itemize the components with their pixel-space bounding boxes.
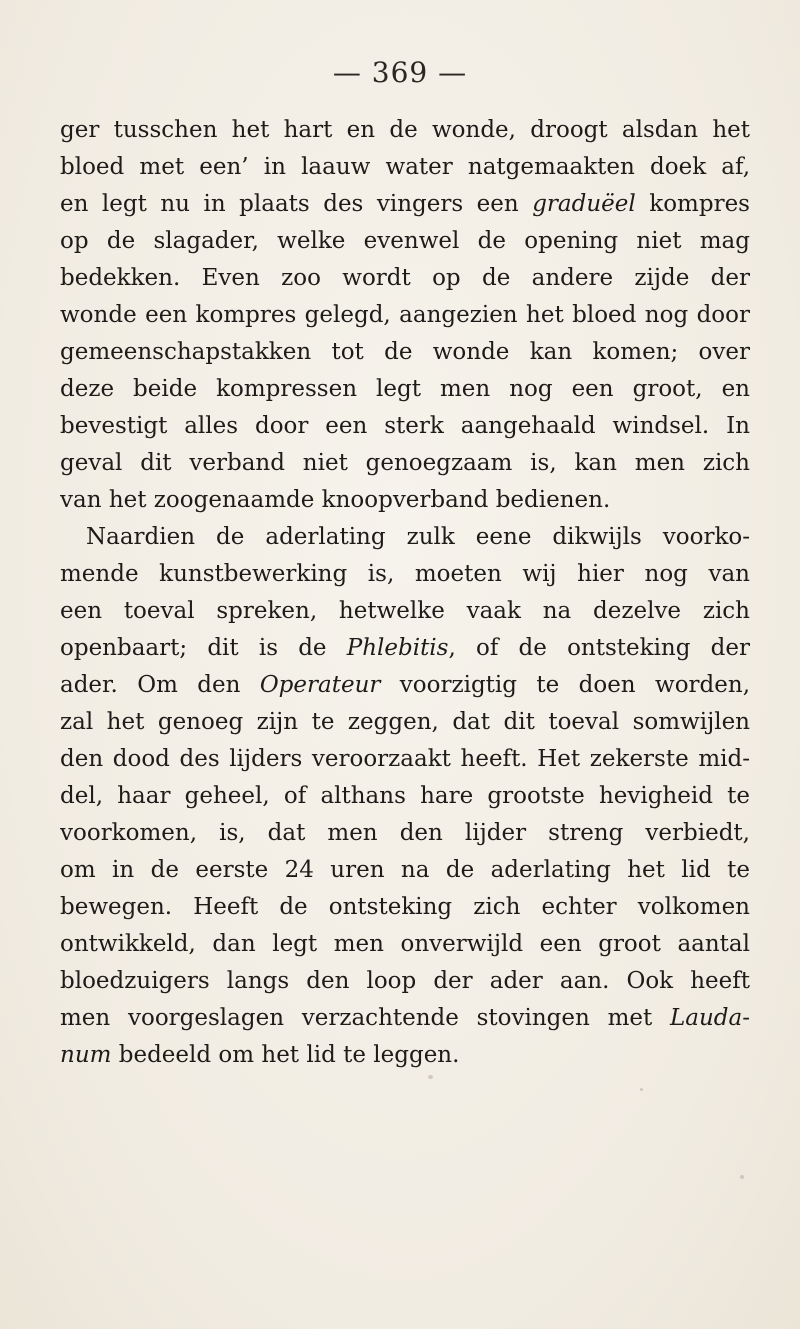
text-segment: deze beide kompressen legt men nog een groot, en (60, 376, 750, 402)
text-segment: van het zoogenaamde knoopverband bedienen. (60, 487, 611, 513)
text-segment: bevestigt alles door een sterk aangehaald windsel. In (60, 413, 750, 439)
text-segment: ader. Om den (60, 672, 260, 698)
text-line (60, 223, 750, 260)
paper-speck (740, 1175, 744, 1179)
text-segment: voorzigtig te doen worden, (380, 672, 750, 698)
text-line (60, 778, 750, 815)
text-segment: men voorgeslagen verzachtende stovingen met (60, 1005, 670, 1031)
text-segment: een toeval spreken, hetwelke vaak na dezelve zich (60, 598, 750, 624)
text-segment: kompres (635, 191, 750, 217)
text-segment: openbaart; dit is de (60, 635, 347, 661)
text-segment: del, haar geheel, of althans hare grootste hevigheid te (60, 783, 750, 809)
text-segment: ontwikkeld, dan legt men onverwijld een groot aantal (60, 931, 750, 957)
text-segment: den dood des lijders veroorzaakt heeft. Het zekerste mid- (60, 746, 750, 772)
text-line (60, 519, 750, 556)
text-segment: zal het genoeg zijn te zeggen, dat dit toeval somwijlen (60, 709, 750, 735)
paper-speck (428, 1075, 433, 1079)
text-line (60, 1000, 750, 1037)
text-segment: om in de eerste 24 uren na de aderlating het lid te (60, 857, 750, 883)
text-line (60, 334, 750, 371)
text-segment: bloed met een’ in laauw water natgemaakten doek af, (60, 154, 750, 180)
page-number: — 369 — (332, 56, 468, 89)
text-segment: op de slagader, welke evenwel de opening niet mag (60, 228, 750, 254)
text-line (60, 556, 750, 593)
italic-term: num (60, 1042, 112, 1068)
italic-term: graduëel (532, 191, 636, 217)
text-segment: Naardien de aderlating zulk eene dikwijls voorko- (86, 524, 750, 550)
text-segment: , of de ontsteking der (448, 635, 750, 661)
italic-term: Operateur (259, 672, 381, 698)
text-line (60, 482, 750, 519)
text-segment: gemeenschapstakken tot de wonde kan komen; over (60, 339, 750, 365)
italic-term: Phlebitis (346, 635, 449, 661)
text-line (60, 260, 750, 297)
italic-term: Lauda- (669, 1005, 750, 1031)
text-line (60, 186, 750, 223)
text-segment: bloedzuigers langs den loop der ader aan. Ook heeft (60, 968, 750, 994)
text-segment: mende kunstbewerking is, moeten wij hier nog van (60, 561, 750, 587)
text-line (60, 667, 750, 704)
text-segment: bewegen. Heeft de ontsteking zich echter volkomen (60, 894, 750, 920)
text-line (60, 704, 750, 741)
text-segment: ger tusschen het hart en de wonde, droogt alsdan het (60, 117, 750, 143)
text-segment: geval dit verband niet genoegzaam is, kan men zich (60, 450, 750, 476)
text-segment: voorkomen, is, dat men den lijder streng verbiedt, (60, 820, 750, 846)
text-segment: bedeeld om het lid te leggen. (111, 1042, 460, 1068)
text-line (60, 963, 750, 1000)
text-line (60, 112, 750, 149)
text-line (60, 889, 750, 926)
text-segment: en legt nu in plaats des vingers een (60, 191, 533, 217)
text-line (60, 926, 750, 963)
text-line (60, 852, 750, 889)
text-line (60, 1037, 750, 1074)
text-line (60, 445, 750, 482)
text-line (60, 297, 750, 334)
text-segment: bedekken. Even zoo wordt op de andere zijde der (60, 265, 750, 291)
body-text (60, 112, 750, 1074)
text-line (60, 741, 750, 778)
text-line (60, 593, 750, 630)
text-line (60, 149, 750, 186)
text-line (60, 815, 750, 852)
text-line (60, 630, 750, 667)
text-line (60, 408, 750, 445)
paper-speck (640, 1088, 643, 1091)
text-segment: wonde een kompres gelegd, aangezien het bloed nog door (60, 302, 750, 328)
text-line (60, 371, 750, 408)
